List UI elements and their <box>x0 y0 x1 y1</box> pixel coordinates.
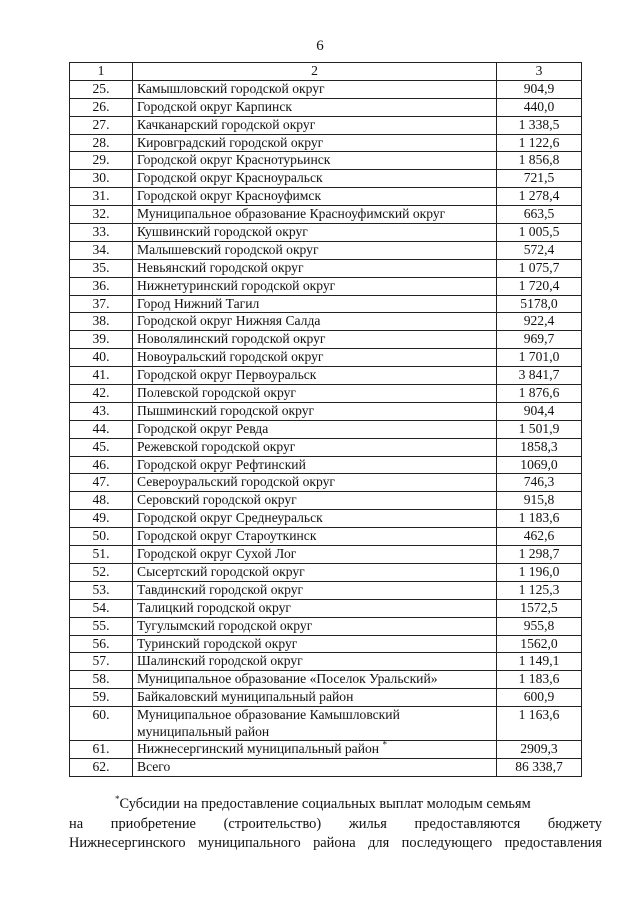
table-row <box>70 599 582 617</box>
subsidy-amount-text: 1858,3 <box>520 438 558 454</box>
municipality-name-text: Муниципальное образование Красноуфимский округ <box>137 206 446 222</box>
municipality-name-text: Камышловский городской округ <box>137 80 325 96</box>
subsidy-amount-text: 1 125,3 <box>518 581 560 597</box>
table-row <box>70 134 582 152</box>
subsidy-amount-text: 462,6 <box>523 528 555 544</box>
table-row <box>70 474 582 492</box>
row-number-text: 30. <box>92 170 110 186</box>
table-row <box>70 170 582 188</box>
municipality-name <box>133 134 497 152</box>
municipality-name-text: Всего <box>137 758 171 774</box>
subsidy-amount-text: 5178,0 <box>520 295 558 311</box>
municipality-name <box>133 188 497 206</box>
municipality-name <box>133 420 497 438</box>
row-number-text: 42. <box>92 385 110 401</box>
municipality-name-text: Городской округ Первоуральск <box>137 367 317 383</box>
table-body <box>70 63 582 777</box>
municipality-name <box>133 152 497 170</box>
table-row <box>70 492 582 510</box>
municipality-name-text: Малышевский городской округ <box>137 241 319 257</box>
footnote <box>69 795 602 854</box>
municipality-name <box>133 224 497 242</box>
subsidy-amount-text: 1 856,8 <box>518 152 560 168</box>
municipality-name-text: Шалинский городской округ <box>137 653 303 669</box>
row-number-text: 28. <box>92 134 110 150</box>
row-number-text: 50. <box>92 528 110 544</box>
row-number <box>70 689 133 707</box>
municipality-name <box>133 98 497 116</box>
table-row <box>70 653 582 671</box>
row-number <box>70 599 133 617</box>
row-number-text: 52. <box>92 563 110 579</box>
municipality-name-text: Тавдинский городской округ <box>137 581 304 597</box>
row-number-text: 31. <box>92 188 110 204</box>
subsidy-amount <box>497 420 582 438</box>
municipality-name-text: Невьянский городской округ <box>137 259 304 275</box>
subsidy-amount-text: 1 122,6 <box>518 134 560 150</box>
municipality-name-text: Городской округ Карпинск <box>137 98 292 114</box>
subsidy-amount-text: 1 701,0 <box>518 349 560 365</box>
row-number-text: 37. <box>92 295 110 311</box>
row-number <box>70 385 133 403</box>
subsidy-amount-text: 1 338,5 <box>518 116 560 132</box>
subsidy-table <box>69 62 582 777</box>
subsidy-amount-text: 1 183,6 <box>518 671 560 687</box>
municipality-name-text: Городской округ Нижняя Салда <box>137 313 321 329</box>
subsidy-amount-text: 1 149,1 <box>518 653 560 669</box>
subsidy-amount-text: 1069,0 <box>520 456 558 472</box>
municipality-name-text: Тугулымский городской округ <box>137 617 313 633</box>
municipality-name-text: Муниципальное образование Камышловский муниципальный район <box>137 707 400 739</box>
row-number-text: 29. <box>92 152 110 168</box>
subsidy-amount <box>497 617 582 635</box>
row-number <box>70 474 133 492</box>
subsidy-amount-text: 904,9 <box>523 80 555 96</box>
row-number <box>70 581 133 599</box>
row-number <box>70 510 133 528</box>
subsidy-amount-text: 1562,0 <box>520 635 558 651</box>
table-row <box>70 563 582 581</box>
row-number <box>70 617 133 635</box>
subsidy-amount <box>497 385 582 403</box>
table-row <box>70 277 582 295</box>
municipality-name-text: Талицкий городской округ <box>137 599 291 615</box>
row-number <box>70 224 133 242</box>
row-number <box>70 241 133 259</box>
table-row <box>70 116 582 134</box>
row-number-text: 55. <box>92 617 110 633</box>
municipality-name-text: Пышминский городской округ <box>137 402 315 418</box>
municipality-name <box>133 581 497 599</box>
municipality-name-text: Серовский городской округ <box>137 492 297 508</box>
row-number <box>70 420 133 438</box>
row-number-text: 26. <box>92 98 110 114</box>
row-number-text: 39. <box>92 331 110 347</box>
row-number <box>70 546 133 564</box>
subsidy-amount-text: 1 720,4 <box>518 277 560 293</box>
row-number-text: 56. <box>92 635 110 651</box>
subsidy-amount <box>497 80 582 98</box>
subsidy-amount <box>497 546 582 564</box>
municipality-name <box>133 402 497 420</box>
table-row <box>70 546 582 564</box>
row-number-text: 33. <box>92 224 110 240</box>
subsidy-amount <box>497 599 582 617</box>
municipality-name-text: Североуральский городской округ <box>137 474 335 490</box>
municipality-name-text: Сысертский городской округ <box>137 563 305 579</box>
row-number-text: 49. <box>92 510 110 526</box>
row-number <box>70 438 133 456</box>
row-number-text: 59. <box>92 689 110 705</box>
table-row <box>70 741 582 759</box>
column-header-1: 1 <box>70 63 133 81</box>
municipality-name <box>133 367 497 385</box>
subsidy-amount-text: 440,0 <box>523 98 555 114</box>
row-number-text: 43. <box>92 402 110 418</box>
municipality-name <box>133 599 497 617</box>
municipality-name-text: Город Нижний Тагил <box>137 295 260 311</box>
subsidy-amount <box>497 758 582 776</box>
municipality-name <box>133 546 497 564</box>
municipality-name-text: Городской округ Красноуральск <box>137 170 323 186</box>
subsidy-amount <box>497 188 582 206</box>
subsidy-amount-text: 746,3 <box>523 474 555 490</box>
footnote-line: на приобретение (строительство) жилья предоставляются бюджету <box>69 815 602 832</box>
table-row <box>70 510 582 528</box>
subsidy-amount <box>497 653 582 671</box>
row-number <box>70 563 133 581</box>
row-number <box>70 367 133 385</box>
subsidy-amount-text: 86 338,7 <box>515 758 563 774</box>
footnote-line <box>69 795 602 815</box>
subsidy-amount <box>497 456 582 474</box>
subsidy-amount <box>497 224 582 242</box>
table-row <box>70 438 582 456</box>
municipality-name-text: Городской округ Среднеуральск <box>137 510 323 526</box>
municipality-name <box>133 758 497 776</box>
municipality-name <box>133 349 497 367</box>
table-row <box>70 259 582 277</box>
municipality-name-text: Городской округ Краснотурьинск <box>137 152 331 168</box>
column-header-2: 2 <box>133 63 497 81</box>
row-number-text: 25. <box>92 80 110 96</box>
row-number-text: 44. <box>92 420 110 436</box>
subsidy-amount <box>497 331 582 349</box>
subsidy-amount <box>497 367 582 385</box>
municipality-name-text: Кировградский городской округ <box>137 134 324 150</box>
subsidy-amount-text: 1 183,6 <box>518 510 560 526</box>
municipality-name <box>133 277 497 295</box>
row-number <box>70 206 133 224</box>
municipality-name <box>133 563 497 581</box>
table-row <box>70 331 582 349</box>
municipality-name <box>133 671 497 689</box>
subsidy-amount <box>497 635 582 653</box>
row-number <box>70 295 133 313</box>
subsidy-amount-text: 600,9 <box>523 689 555 705</box>
municipality-name-text: Качканарский городской округ <box>137 116 316 132</box>
row-number-text: 62. <box>92 758 110 774</box>
footnote-mark: * <box>115 794 120 805</box>
table-row <box>70 420 582 438</box>
table-row <box>70 367 582 385</box>
subsidy-amount-text: 2909,3 <box>520 741 558 757</box>
subsidy-amount <box>497 170 582 188</box>
subsidy-amount <box>497 116 582 134</box>
municipality-name-text: Нижнесергинский муниципальный район <box>137 741 380 757</box>
table-row <box>70 349 582 367</box>
municipality-name <box>133 438 497 456</box>
municipality-name-text: Городской округ Ревда <box>137 420 269 436</box>
subsidy-amount-text: 1 501,9 <box>518 420 560 436</box>
subsidy-amount-text: 572,4 <box>523 241 555 257</box>
subsidy-amount <box>497 510 582 528</box>
subsidy-amount <box>497 671 582 689</box>
subsidy-amount-text: 721,5 <box>523 170 555 186</box>
table-row <box>70 689 582 707</box>
municipality-name-text: Туринский городской округ <box>137 635 298 651</box>
row-number-text: 45. <box>92 438 110 454</box>
row-number-text: 53. <box>92 581 110 597</box>
subsidy-amount <box>497 707 582 741</box>
table-row <box>70 581 582 599</box>
municipality-name-text: Новолялинский городской округ <box>137 331 326 347</box>
subsidy-amount <box>497 98 582 116</box>
table-row <box>70 241 582 259</box>
row-number <box>70 528 133 546</box>
subsidy-amount <box>497 474 582 492</box>
subsidy-amount-text: 1 196,0 <box>518 563 560 579</box>
row-number <box>70 635 133 653</box>
row-number <box>70 707 133 741</box>
subsidy-amount <box>497 134 582 152</box>
row-number-text: 60. <box>92 707 110 723</box>
table-row <box>70 188 582 206</box>
row-number <box>70 741 133 759</box>
municipality-name <box>133 331 497 349</box>
table-row <box>70 456 582 474</box>
row-number-text: 35. <box>92 259 110 275</box>
row-number-text: 48. <box>92 492 110 508</box>
subsidy-amount <box>497 402 582 420</box>
row-number-text: 47. <box>92 474 110 490</box>
footnote-line-text: Субсидии на предоставление социальных выплат молодым семьям <box>119 796 531 812</box>
subsidy-amount-text: 969,7 <box>523 331 555 347</box>
row-number <box>70 313 133 331</box>
municipality-name <box>133 385 497 403</box>
subsidy-amount <box>497 259 582 277</box>
subsidy-amount <box>497 152 582 170</box>
subsidy-amount-text: 1 005,5 <box>518 224 560 240</box>
subsidy-amount-text: 904,4 <box>523 402 555 418</box>
subsidy-amount-text: 1572,5 <box>520 599 558 615</box>
municipality-name <box>133 510 497 528</box>
municipality-name <box>133 295 497 313</box>
subsidy-amount <box>497 528 582 546</box>
subsidy-amount-text: 1 075,7 <box>518 259 560 275</box>
subsidy-amount-text: 663,5 <box>523 206 555 222</box>
municipality-name-text: Байкаловский муниципальный район <box>137 689 354 705</box>
subsidy-amount <box>497 563 582 581</box>
page-number: 6 <box>316 38 324 54</box>
municipality-name-text: Городской округ Рефтинский <box>137 456 306 472</box>
row-number-text: 40. <box>92 349 110 365</box>
row-number-text: 27. <box>92 116 110 132</box>
municipality-name <box>133 741 497 759</box>
row-number <box>70 188 133 206</box>
subsidy-amount <box>497 438 582 456</box>
municipality-name-text: Муниципальное образование «Поселок Уральский» <box>137 671 438 687</box>
row-number-text: 58. <box>92 671 110 687</box>
table-row <box>70 402 582 420</box>
row-number <box>70 349 133 367</box>
municipality-name <box>133 116 497 134</box>
municipality-name <box>133 492 497 510</box>
row-number <box>70 80 133 98</box>
row-number-text: 36. <box>92 277 110 293</box>
subsidy-amount <box>497 492 582 510</box>
table-row <box>70 528 582 546</box>
municipality-name <box>133 528 497 546</box>
table-row <box>70 707 582 741</box>
municipality-name-text: Городской округ Красноуфимск <box>137 188 322 204</box>
municipality-name <box>133 635 497 653</box>
table-row <box>70 98 582 116</box>
municipality-name-text: Новоуральский городской округ <box>137 349 324 365</box>
row-number <box>70 170 133 188</box>
row-number-text: 41. <box>92 367 110 383</box>
municipality-name-text: Кушвинский городской округ <box>137 224 308 240</box>
municipality-name-text: Нижнетуринский городской округ <box>137 277 336 293</box>
subsidy-amount <box>497 741 582 759</box>
municipality-name <box>133 206 497 224</box>
subsidy-amount <box>497 206 582 224</box>
subsidy-amount <box>497 313 582 331</box>
row-number <box>70 98 133 116</box>
table-row <box>70 385 582 403</box>
subsidy-amount <box>497 277 582 295</box>
row-number <box>70 456 133 474</box>
row-number-text: 61. <box>92 741 110 757</box>
municipality-name <box>133 241 497 259</box>
municipality-name <box>133 259 497 277</box>
municipality-name-text: Режевской городской округ <box>137 438 296 454</box>
row-number-text: 32. <box>92 206 110 222</box>
subsidy-amount <box>497 295 582 313</box>
subsidy-amount <box>497 689 582 707</box>
municipality-name-text: Городской округ Староуткинск <box>137 528 317 544</box>
subsidy-amount-text: 1 278,4 <box>518 188 560 204</box>
row-number <box>70 758 133 776</box>
row-number <box>70 653 133 671</box>
municipality-name <box>133 313 497 331</box>
table-row <box>70 295 582 313</box>
subsidy-amount-text: 955,8 <box>523 617 555 633</box>
column-header-3: 3 <box>497 63 582 81</box>
row-number-text: 54. <box>92 599 110 615</box>
municipality-name <box>133 617 497 635</box>
row-number <box>70 134 133 152</box>
municipality-name-text: Городской округ Сухой Лог <box>137 546 297 562</box>
municipality-name <box>133 80 497 98</box>
row-number-text: 57. <box>92 653 110 669</box>
subsidy-amount-text: 1 163,6 <box>518 707 560 723</box>
table-row <box>70 206 582 224</box>
municipality-name <box>133 707 497 741</box>
footnote-line: Нижнесергинского муниципального района для последующего предоставления <box>69 835 602 851</box>
row-number-text: 51. <box>92 546 110 562</box>
row-number <box>70 259 133 277</box>
subsidy-amount-text: 922,4 <box>523 313 555 329</box>
table-row <box>70 758 582 776</box>
row-number-text: 38. <box>92 313 110 329</box>
municipality-name <box>133 456 497 474</box>
row-number <box>70 277 133 295</box>
row-number-text: 46. <box>92 456 110 472</box>
table-row <box>70 224 582 242</box>
table-row <box>70 313 582 331</box>
row-number <box>70 492 133 510</box>
subsidy-amount-text: 3 841,7 <box>518 367 560 383</box>
municipality-name <box>133 170 497 188</box>
subsidy-amount-text: 1 298,7 <box>518 546 560 562</box>
table-row <box>70 152 582 170</box>
row-number <box>70 671 133 689</box>
footnote-reference-mark: * <box>382 739 387 750</box>
table-row <box>70 671 582 689</box>
municipality-name <box>133 653 497 671</box>
row-number <box>70 331 133 349</box>
table-row <box>70 617 582 635</box>
row-number-text: 34. <box>92 241 110 257</box>
table-row <box>70 635 582 653</box>
municipality-name <box>133 474 497 492</box>
row-number <box>70 116 133 134</box>
table-row <box>70 80 582 98</box>
subsidy-amount <box>497 581 582 599</box>
row-number <box>70 402 133 420</box>
table-header-row <box>70 63 582 81</box>
subsidy-amount <box>497 241 582 259</box>
row-number <box>70 152 133 170</box>
municipality-name <box>133 689 497 707</box>
subsidy-amount-text: 1 876,6 <box>518 385 560 401</box>
municipality-name-text: Полевской городской округ <box>137 385 296 401</box>
subsidy-amount <box>497 349 582 367</box>
subsidy-amount-text: 915,8 <box>523 492 555 508</box>
